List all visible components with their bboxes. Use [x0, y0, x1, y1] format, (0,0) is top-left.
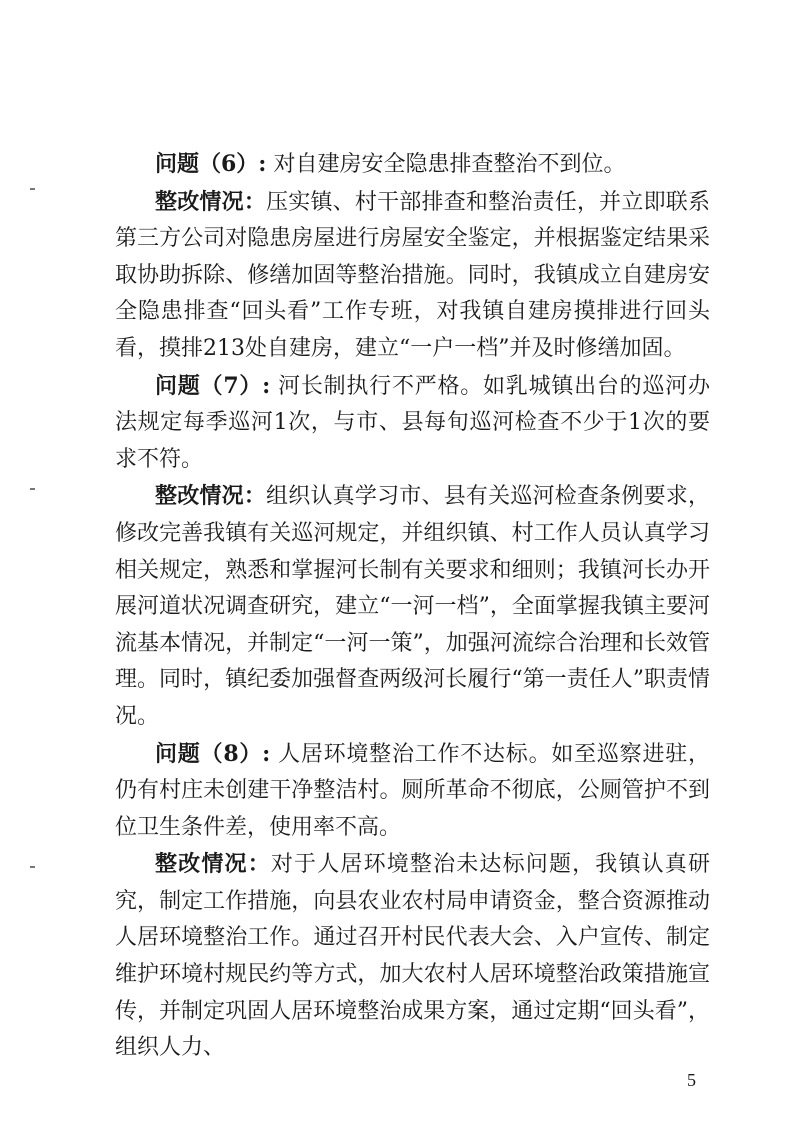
rectification-7-text: 组织认真学习市、县有关巡河检查条例要求，修改完善我镇有关巡河规定，并组织镇、村工作人员认真学习相关规定，熟悉和掌握河长制有关要求和细则；我镇河长办开展河道状况调查研究，建立“一河一档”，全面掌握我镇主要河流基本情况，并制定“一河一策”，加强河流综合治理和长效管理。同时，镇纪委加强督查两级河长履行“第一责任人”职责情况。	[115, 484, 710, 729]
paragraph-issue-7	[115, 368, 710, 479]
issue-8-label: 问题（8）:	[155, 740, 271, 767]
scan-mark	[30, 488, 35, 490]
paragraph-issue-6	[115, 146, 710, 184]
document-body	[115, 146, 710, 1067]
rectification-6-label: 整改情况：	[155, 188, 267, 215]
issue-7-text: 河长制执行不严格。如乳城镇出台的巡河办法规定每季巡河1次，与市、县每旬巡河检查不少于1次的要求不符。	[115, 373, 710, 472]
rectification-7-label: 整改情况：	[155, 483, 267, 510]
issue-7-label: 问题（7）:	[155, 372, 271, 399]
issue-6-text: 对自建房安全隐患排查整治不到位。	[273, 152, 626, 177]
scan-mark	[30, 866, 35, 868]
issue-8-text: 人居环境整治工作不达标。如至巡察进驻，仍有村庄未创建干净整洁村。厕所革命不彻底，公厕管护不到位卫生条件差，使用率不高。	[115, 741, 710, 840]
paragraph-rectification-6	[115, 184, 710, 368]
rectification-8-label: 整改情况：	[155, 851, 271, 878]
paragraph-rectification-7	[115, 478, 710, 735]
scan-mark	[30, 188, 35, 190]
paragraph-issue-8	[115, 736, 710, 847]
page-number: 5	[687, 1070, 696, 1090]
paragraph-rectification-8	[115, 846, 710, 1067]
rectification-6-text: 压实镇、村干部排查和整治责任，并立即联系第三方公司对隐患房屋进行房屋安全鉴定，并根据鉴定结果采取协助拆除、修缮加固等整治措施。同时，我镇成立自建房安全隐患排查“回头看”工作专班，对我镇自建房摸排进行回头看，摸排213处自建房，建立“一户一档”并及时修缮加固。	[115, 189, 710, 361]
rectification-8-text: 对于人居环境整治未达标问题，我镇认真研究，制定工作措施，向县农业农村局申请资金，整合资源推动人居环境整治工作。通过召开村民代表大会、入户宣传、制定维护环境村规民约等方式，加大农村人居环境整治政策措施宣传，并制定巩固人居环境整治成果方案，通过定期“回头看”，组织人力、	[115, 852, 710, 1061]
issue-6-label: 问题（6）:	[155, 151, 267, 177]
